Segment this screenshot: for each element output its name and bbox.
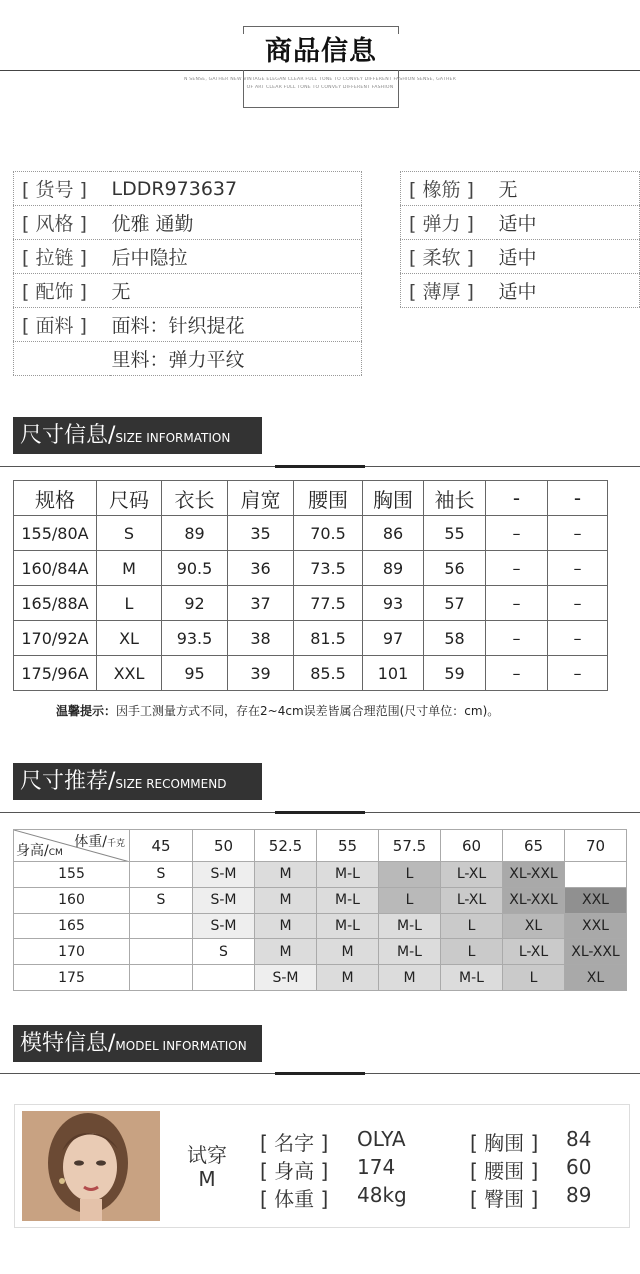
size-table-cell: – — [486, 551, 548, 586]
product-info-left-key: [ 货号 ] — [14, 172, 110, 206]
model-left-value: 48kg — [357, 1183, 407, 1207]
recommend-size-cell: S — [193, 939, 255, 965]
product-info-left-row — [14, 206, 362, 240]
product-info-left-key: [ 配饰 ] — [14, 274, 110, 308]
size-table-cell: 160/84A — [14, 551, 97, 586]
recommend-size-cell: M — [255, 887, 317, 913]
recommend-size-cell: M-L — [317, 913, 379, 939]
product-info-left-row — [14, 172, 362, 206]
recommend-height-cell: 155 — [14, 862, 130, 888]
size-information-title: 尺寸信息/ — [20, 423, 116, 448]
try-on-size: M — [198, 1167, 216, 1191]
recommend-weight-cell: 65 — [503, 830, 565, 862]
product-info-left-value: LDDR973637 — [110, 172, 362, 206]
recommend-row — [14, 887, 627, 913]
recommend-row — [14, 862, 627, 888]
model-information-subtitle: MODEL INFORMATION — [115, 1039, 247, 1053]
size-table-cell: 92 — [162, 586, 228, 621]
product-info-left-value: 面料：针织提花 — [110, 308, 362, 342]
size-table-cell: 55 — [424, 516, 486, 551]
size-table-cell: 97 — [363, 621, 424, 656]
recommend-size-cell: XL-XXL — [503, 887, 565, 913]
model-right-value: 84 — [566, 1127, 592, 1151]
size-table-header-cell: 腰围 — [294, 481, 363, 516]
recommend-size-cell: L-XL — [503, 939, 565, 965]
recommend-size-cell: XXL — [565, 913, 627, 939]
size-table-cell: L — [97, 586, 162, 621]
recommend-weight-cell: 60 — [441, 830, 503, 862]
size-table-cell: – — [548, 516, 608, 551]
size-table-cell: – — [486, 586, 548, 621]
size-table-cell: – — [486, 621, 548, 656]
size-table-cell: – — [486, 656, 548, 691]
product-info-left-row — [14, 240, 362, 274]
size-table-cell: 165/88A — [14, 586, 97, 621]
recommend-size-cell: M-L — [379, 913, 441, 939]
model-photo — [22, 1111, 160, 1221]
product-info-right-key: [ 薄厚 ] — [401, 274, 497, 308]
recommend-size-cell: L — [441, 939, 503, 965]
product-info-right-row — [401, 172, 640, 206]
size-table-cell: 39 — [228, 656, 294, 691]
model-left-value: 174 — [357, 1155, 396, 1179]
size-table-row — [14, 621, 608, 656]
product-info-table-left — [13, 171, 362, 376]
product-info-left-value: 优雅 通勤 — [110, 206, 362, 240]
product-info-right-key: [ 弹力 ] — [401, 206, 497, 240]
corner-weight-label — [74, 831, 125, 851]
recommend-size-cell: M — [255, 939, 317, 965]
size-table-cell: 70.5 — [294, 516, 363, 551]
recommend-size-cell — [193, 965, 255, 991]
product-info-left-key — [14, 342, 110, 376]
size-table-cell: 73.5 — [294, 551, 363, 586]
recommend-size-cell: XL — [565, 965, 627, 991]
recommend-corner-cell — [14, 830, 130, 862]
model-right-value: 89 — [566, 1183, 592, 1207]
recommend-size-cell: S-M — [193, 862, 255, 888]
size-table-cell: 56 — [424, 551, 486, 586]
recommend-size-cell: M — [317, 939, 379, 965]
recommend-size-cell: L — [503, 965, 565, 991]
recommend-weight-cell: 50 — [193, 830, 255, 862]
size-tip-text: 因手工测量方式不同，存在2~4cm误差皆属合理范围(尺寸单位：cm)。 — [116, 704, 500, 718]
size-table-cell: 95 — [162, 656, 228, 691]
product-info-left-row — [14, 274, 362, 308]
product-info-right-value: 适中 — [497, 274, 640, 308]
recommend-size-cell: M-L — [317, 887, 379, 913]
recommend-size-cell: XL-XXL — [503, 862, 565, 888]
size-table-cell: 36 — [228, 551, 294, 586]
recommend-size-cell: S — [130, 862, 193, 888]
model-left-value: OLYA — [357, 1127, 406, 1151]
model-try-on — [178, 1143, 236, 1191]
corner-weight-text: 体重/ — [74, 834, 107, 850]
model-information-mark — [275, 1072, 365, 1075]
size-table-cell: 58 — [424, 621, 486, 656]
size-table-cell: – — [548, 586, 608, 621]
recommend-size-cell: M — [255, 913, 317, 939]
model-left-key: [ 体重 ] — [260, 1187, 329, 1211]
model-left-key: [ 名字 ] — [260, 1131, 329, 1155]
header-subtitle-line1: N SENSE, GATHER NEW VINTAGE ELEGAN CLEAR FULL TONE TO CONVEY DIFFERENT FASHION SENSE, GATHER — [183, 77, 456, 82]
size-table-cell: – — [548, 656, 608, 691]
recommend-size-cell: L — [379, 887, 441, 913]
model-right-value: 60 — [566, 1155, 592, 1179]
header-frame-bottom — [243, 107, 399, 108]
size-table-cell: 37 — [228, 586, 294, 621]
size-tip-label: 温馨提示： — [56, 704, 117, 718]
recommend-size-cell: M-L — [441, 965, 503, 991]
size-table-row — [14, 586, 608, 621]
product-info-right-row — [401, 274, 640, 308]
size-table-cell: 155/80A — [14, 516, 97, 551]
recommend-weight-cell: 52.5 — [255, 830, 317, 862]
size-table-cell: S — [97, 516, 162, 551]
size-table-row — [14, 656, 608, 691]
product-info-left-key: [ 面料 ] — [14, 308, 110, 342]
size-table-cell: 101 — [363, 656, 424, 691]
recommend-size-cell: L-XL — [441, 887, 503, 913]
recommend-size-cell: XL — [503, 913, 565, 939]
recommend-weight-cell: 45 — [130, 830, 193, 862]
size-table-cell: 93 — [363, 586, 424, 621]
size-table-cell: 89 — [363, 551, 424, 586]
model-information-heading — [13, 1025, 262, 1062]
recommend-size-cell: L — [379, 862, 441, 888]
size-table-header-cell: - — [548, 481, 608, 516]
product-info-right-value: 无 — [497, 172, 640, 206]
size-table-cell: – — [548, 621, 608, 656]
size-recommend-subtitle: SIZE RECOMMEND — [115, 777, 227, 791]
model-portrait-illustration — [22, 1111, 160, 1221]
product-info-right-key: [ 橡筋 ] — [401, 172, 497, 206]
product-info-left-row — [14, 308, 362, 342]
recommend-size-cell: M — [379, 965, 441, 991]
recommend-size-cell: M-L — [317, 862, 379, 888]
size-table-row — [14, 551, 608, 586]
size-information-subtitle: SIZE INFORMATION — [115, 431, 231, 445]
recommend-size-cell: S — [130, 887, 193, 913]
size-table-cell: 86 — [363, 516, 424, 551]
recommend-size-cell: M — [255, 862, 317, 888]
recommend-size-cell — [130, 965, 193, 991]
recommend-size-cell: L-XL — [441, 862, 503, 888]
corner-weight-unit: 千克 — [106, 839, 125, 849]
size-tip — [56, 702, 499, 719]
recommend-row — [14, 965, 627, 991]
product-info-left-value: 无 — [110, 274, 362, 308]
size-table-cell: XXL — [97, 656, 162, 691]
size-table-header-cell: 衣长 — [162, 481, 228, 516]
recommend-height-cell: 170 — [14, 939, 130, 965]
size-table-cell: 38 — [228, 621, 294, 656]
recommend-size-cell: M-L — [379, 939, 441, 965]
model-left-key: [ 身高 ] — [260, 1159, 329, 1183]
product-info-left-row — [14, 342, 362, 376]
size-table-header-cell: 肩宽 — [228, 481, 294, 516]
size-recommend-table — [13, 829, 627, 991]
product-info-table-right — [400, 171, 640, 308]
size-table-header-cell: 规格 — [14, 481, 97, 516]
size-table-cell: M — [97, 551, 162, 586]
recommend-size-cell: XL-XXL — [565, 939, 627, 965]
size-table-header-cell: 尺码 — [97, 481, 162, 516]
product-info-right-value: 适中 — [497, 206, 640, 240]
recommend-row — [14, 939, 627, 965]
recommend-size-cell — [565, 862, 627, 888]
recommend-row — [14, 913, 627, 939]
recommend-header-row — [14, 830, 627, 862]
size-information-mark — [275, 465, 365, 468]
size-table-header-cell: - — [486, 481, 548, 516]
model-right-key: [ 腰围 ] — [470, 1159, 539, 1183]
header-subtitle-line2: OF ART CLEAR FULL TONE TO CONVEY DIFFERENT FASHION — [246, 85, 394, 90]
recommend-size-cell: S-M — [255, 965, 317, 991]
size-recommend-heading — [13, 763, 262, 800]
size-table-cell: XL — [97, 621, 162, 656]
recommend-height-cell: 160 — [14, 887, 130, 913]
model-information-title: 模特信息/ — [20, 1031, 116, 1056]
recommend-weight-cell: 57.5 — [379, 830, 441, 862]
size-information-heading — [13, 417, 262, 454]
product-info-left-key: [ 拉链 ] — [14, 240, 110, 274]
product-info-right-row — [401, 240, 640, 274]
recommend-weight-cell: 70 — [565, 830, 627, 862]
size-table-row — [14, 516, 608, 551]
model-right-key: [ 臀围 ] — [470, 1187, 539, 1211]
product-info-right-key: [ 柔软 ] — [401, 240, 497, 274]
size-table-cell: 35 — [228, 516, 294, 551]
recommend-height-cell: 165 — [14, 913, 130, 939]
size-table-cell: 81.5 — [294, 621, 363, 656]
size-table-cell: 175/96A — [14, 656, 97, 691]
size-table-header-cell: 胸围 — [363, 481, 424, 516]
recommend-size-cell: M — [317, 965, 379, 991]
corner-height-label — [16, 840, 63, 860]
recommend-size-cell: XXL — [565, 887, 627, 913]
size-table — [13, 480, 608, 691]
recommend-size-cell — [130, 939, 193, 965]
size-table-cell: 90.5 — [162, 551, 228, 586]
product-info-right-row — [401, 206, 640, 240]
size-table-header-row — [14, 481, 608, 516]
recommend-size-cell: S-M — [193, 913, 255, 939]
size-table-cell: 57 — [424, 586, 486, 621]
size-table-cell: 59 — [424, 656, 486, 691]
size-table-cell: 85.5 — [294, 656, 363, 691]
size-table-cell: – — [486, 516, 548, 551]
size-table-cell: 170/92A — [14, 621, 97, 656]
size-table-header-cell: 袖长 — [424, 481, 486, 516]
corner-height-text: 身高/ — [16, 843, 49, 859]
recommend-height-cell: 175 — [14, 965, 130, 991]
page-title: 商品信息 — [243, 34, 399, 70]
size-recommend-mark — [275, 811, 365, 814]
corner-height-unit: CM — [48, 848, 63, 858]
product-info-left-value: 里料：弹力平纹 — [110, 342, 362, 376]
try-on-label: 试穿 — [187, 1143, 227, 1167]
size-table-cell: 89 — [162, 516, 228, 551]
product-info-right-value: 适中 — [497, 240, 640, 274]
size-table-cell: 77.5 — [294, 586, 363, 621]
product-info-left-key: [ 风格 ] — [14, 206, 110, 240]
recommend-weight-cell: 55 — [317, 830, 379, 862]
model-right-key: [ 胸围 ] — [470, 1131, 539, 1155]
size-table-cell: 93.5 — [162, 621, 228, 656]
recommend-size-cell — [130, 913, 193, 939]
recommend-size-cell: S-M — [193, 887, 255, 913]
recommend-size-cell: L — [441, 913, 503, 939]
size-table-cell: – — [548, 551, 608, 586]
product-info-left-value: 后中隐拉 — [110, 240, 362, 274]
size-recommend-title: 尺寸推荐/ — [20, 769, 116, 794]
